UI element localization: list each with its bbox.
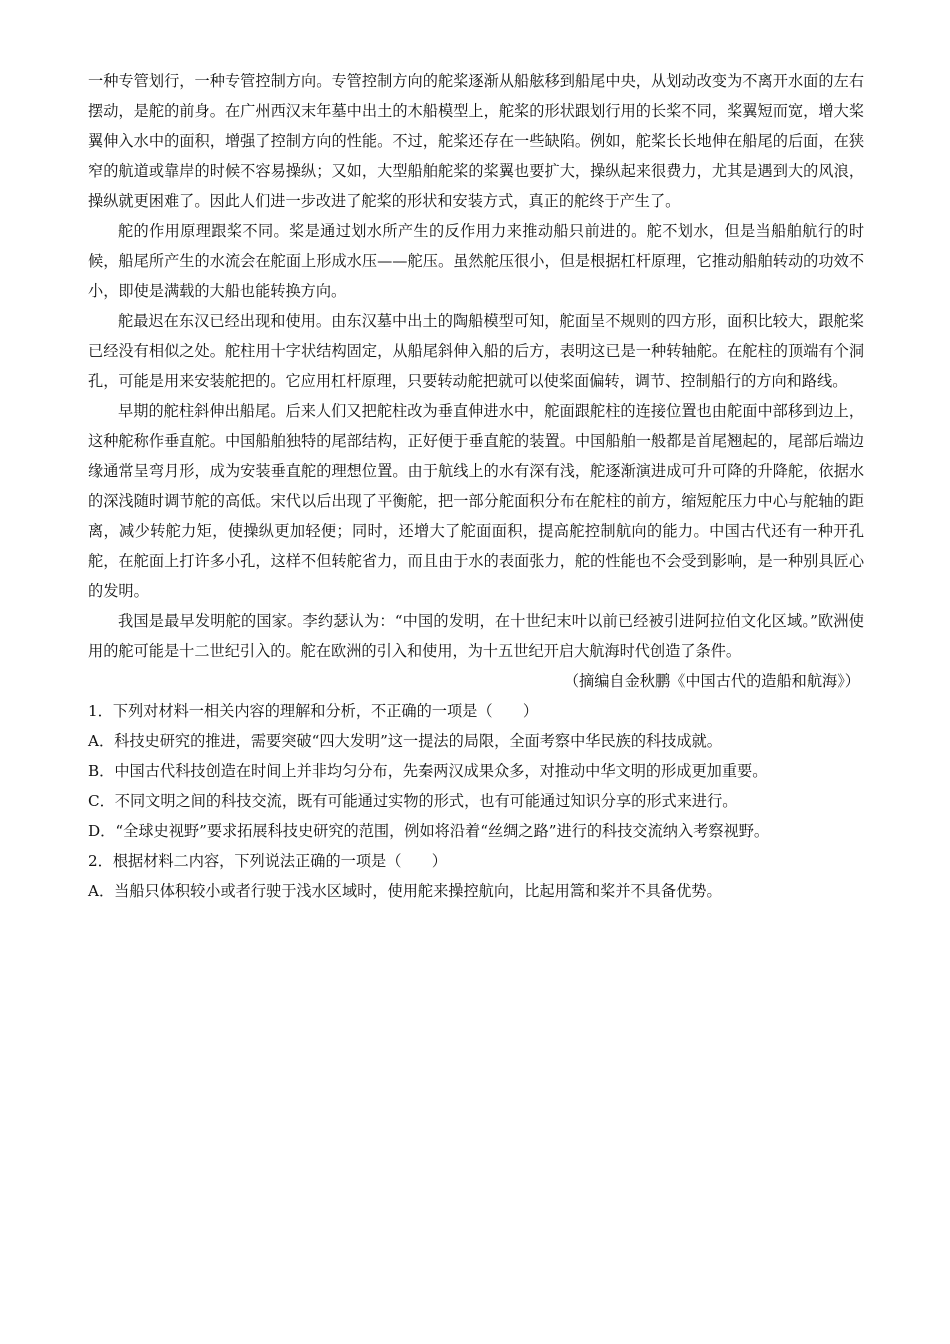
question-stem: 1．下列对材料一相关内容的理解和分析，不正确的一项是（ ） [88,702,539,720]
question-stem: 2．根据材料二内容，下列说法正确的一项是（ ） [88,852,447,870]
article-paragraph-4: 早期的舵柱斜伸出船尾。后来人们又把舵柱改为垂直伸进水中，舵面跟舵柱的连接位置也由舵面中部移到边上，这种舵称作垂直舵。中国船舶独特的尾部结构，正好便于垂直舵的装置。中国船舶一般都是首尾翘起的，尾部后端边缘通常呈弯月形，成为安装垂直舵的理想位置。由于航线上的水有深有浅，舵逐渐演进成可升可降的升降舵，依据水的深浅随时调节舵的高低。宋代以后出现了平衡舵，把一部分舵面积分布在舵柱的前方，缩短舵压力中心与舵轴的距离，减少转舵力矩，使操纵更加轻便；同时，还增大了舵面面积，提高舵控制航向的能力。中国古代还有一种开孔舵，在舵面上打许多小孔，这样不但转舵省力，而且由于水的表面张力，舵的性能也不会受到影响，是一种别具匠心的发明。 [88,402,864,600]
option-a: A．科技史研究的推进，需要突破“四大发明”这一提法的局限，全面考察中华民族的科技成就。 [88,732,722,750]
option-c: C．不同文明之间的科技交流，既有可能通过实物的形式，也有可能通过知识分享的形式来进行。 [88,792,738,810]
option-d: D．“全球史视野”要求拓展科技史研究的范围，例如将沿着“丝绸之路”进行的科技交流纳入考察视野。 [88,822,770,840]
document-page [88,66,864,906]
article-paragraph-5: 我国是最早发明舵的国家。李约瑟认为：“中国的发明，在十世纪末叶以前已经被引进阿拉伯文化区域。”欧洲使用的舵可能是十二世纪引入的。舵在欧洲的引入和使用，为十五世纪开启大航海时代创造了条件。 [88,612,864,660]
question-2 [88,846,864,906]
question-1 [88,696,864,846]
option-a: A．当船只体积较小或者行驶于浅水区域时，使用舵来操控航向，比起用篙和桨并不具备优势。 [88,882,722,900]
article-paragraph-2: 舵的作用原理跟桨不同。桨是通过划水所产生的反作用力来推动船只前进的。舵不划水，但是当船舶航行的时候，船尾所产生的水流会在舵面上形成水压——舵压。虽然舵压很小，但是根据杠杆原理，它推动船舶转动的功效不小，即使是满载的大船也能转换方向。 [88,222,864,300]
article-source: （摘编自金秋鹏《中国古代的造船和航海》） [563,672,860,690]
article-paragraph-1: 一种专管划行，一种专管控制方向。专管控制方向的舵桨逐渐从船舷移到船尾中央，从划动改变为不离开水面的左右摆动，是舵的前身。在广州西汉末年墓中出土的木船模型上，舵桨的形状跟划行用的长桨不同，桨翼短而宽，增大桨翼伸入水中的面积，增强了控制方向的性能。不过，舵桨还存在一些缺陷。例如，舵桨长长地伸在船尾的后面，在狭窄的航道或靠岸的时候不容易操纵；又如，大型船舶舵桨的桨翼也要扩大，操纵起来很费力，尤其是遇到大的风浪，操纵就更困难了。因此人们进一步改进了舵桨的形状和安装方式，真正的舵终于产生了。 [88,72,864,210]
article-paragraph-3: 舵最迟在东汉已经出现和使用。由东汉墓中出土的陶船模型可知，舵面呈不规则的四方形，面积比较大，跟舵桨已经没有相似之处。舵柱用十字状结构固定，从船尾斜伸入船的后方，表明这已是一种转轴舵。在舵柱的顶端有个洞孔，可能是用来安装舵把的。它应用杠杆原理，只要转动舵把就可以使桨面偏转，调节、控制船行的方向和路线。 [88,312,864,390]
option-b: B．中国古代科技创造在时间上并非均匀分布，先秦两汉成果众多，对推动中华文明的形成更加重要。 [88,762,768,780]
